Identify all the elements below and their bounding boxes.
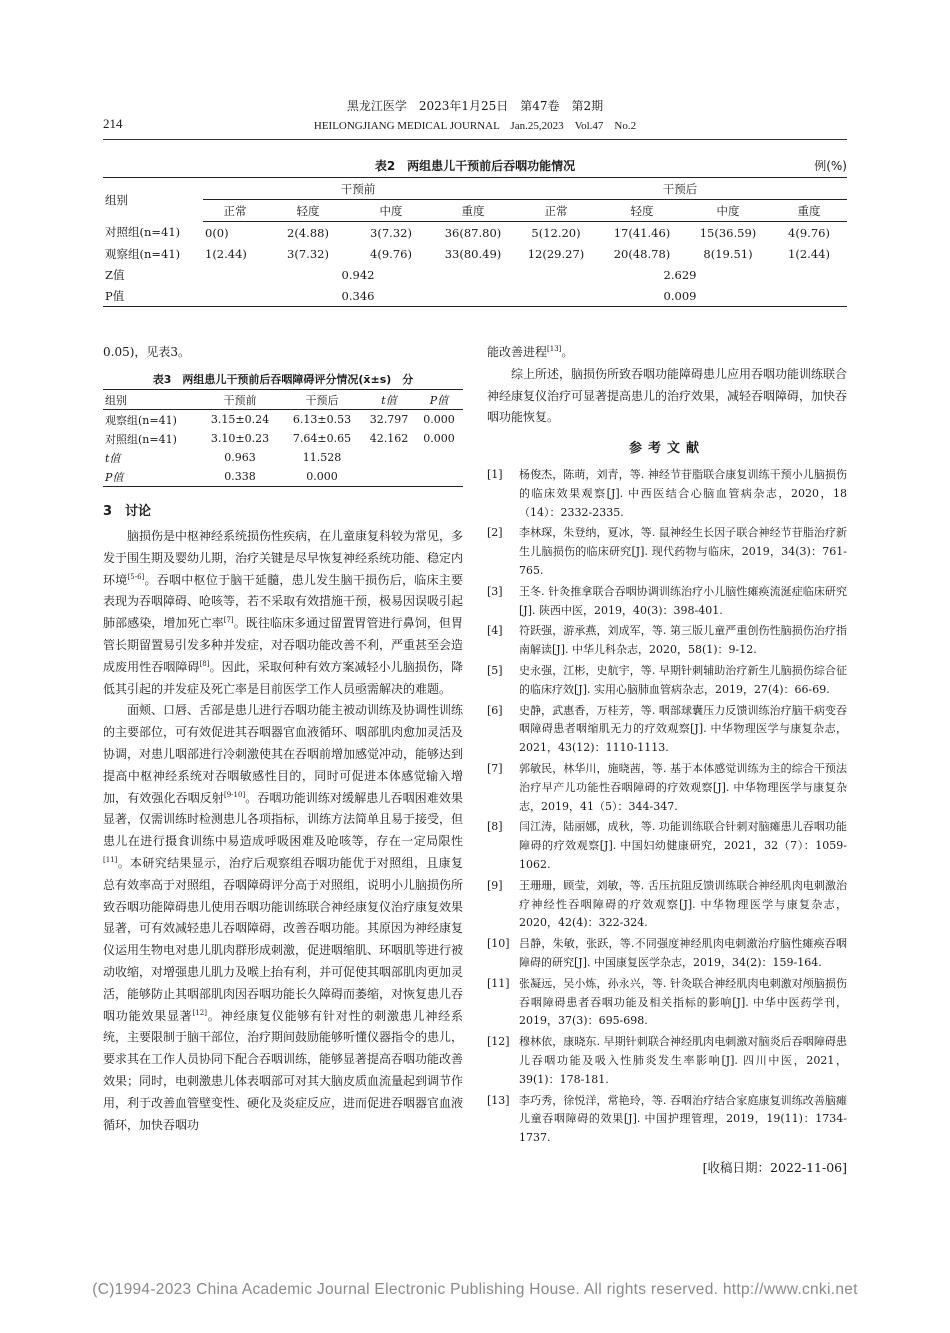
citation: [11]: [103, 855, 118, 864]
table3-cell: 3.10±0.23: [210, 432, 270, 445]
table3-cell: [363, 467, 415, 487]
table3-cell: 3.15±0.24: [210, 413, 270, 426]
table2-subheader: 中度: [349, 200, 433, 222]
table3-cell: 6.13±0.53: [292, 413, 352, 426]
table2-subheader: 中度: [685, 200, 771, 222]
discussion-body: [103, 526, 463, 1136]
table2-p-pre: 0.346: [203, 285, 513, 307]
table3-cell: 0.338: [224, 470, 256, 483]
table2-group-header: 组别: [103, 178, 203, 222]
table3-cell: [415, 467, 463, 487]
text-run: 。因此，采取何种有效方案减轻小儿脑损伤，降低其引起的并发症及死亡率是目前医学工作人员亟需解决的难题。: [103, 659, 463, 696]
table2-cell: 15(36.59): [699, 225, 757, 240]
table2-cell: 3(7.32): [287, 246, 329, 261]
reference-text: 杨俊杰，陈萌，刘青，等. 神经节苷脂联合康复训练干预小儿脑损伤的临床效果观察[J]. 中西医结合心脑血管病杂志，2020，18（14）：2332-2335.: [519, 468, 847, 519]
text-run: 脑损伤是中枢神经系统损伤性疾病，在儿童康复科较为常见，多发于围生期及婴幼儿期，治疗关键是尽早恢复神经系统功能、稳定内环境: [103, 529, 464, 587]
table2-cell: 33(80.49): [444, 246, 502, 261]
text-run: 。吞咽功能训练对缓解患儿吞咽困难效果显著，仅需训练时检测患儿各项指标，训练方法简单且易于接受，但患儿在进行摄食训练中易造成呼吸困难及呛咳等，存在一定局限性: [103, 790, 464, 849]
page-number: 214: [103, 116, 123, 131]
table3-cell: t值: [105, 451, 121, 465]
reference-number: [7]: [487, 761, 503, 775]
conclusion-paragraph: 综上所述，脑损伤所致吞咽功能障碍患儿应用吞咽功能训练联合神经康复仪治疗可显著提高患儿的治疗效果，减轻吞咽障碍，加快吞咽功能恢复。: [487, 366, 848, 425]
table2-cell: 17(41.46): [613, 225, 671, 240]
table3-cell: 0.000: [423, 432, 455, 445]
table3-cell: 11.528: [302, 451, 342, 464]
table-row: [103, 243, 847, 264]
table-row: [103, 264, 847, 285]
table2-cell: 2(4.88): [287, 225, 329, 240]
reference-text: 郭敏民，林华川，施晓茜，等. 基于本体感觉训练为主的综合干预法治疗早产儿功能性吞咽障碍的疗效观察[J]. 中华物理医学与康复杂志，2019，41（5）：344-347.: [519, 761, 847, 813]
table3: [103, 389, 463, 487]
reference-item: [487, 466, 847, 522]
table-row: [103, 448, 463, 467]
table2-z-post: 2.629: [663, 267, 697, 282]
table-row: [103, 285, 847, 307]
right-column-text: [487, 342, 847, 429]
table2-cell: 20(48.78): [613, 246, 671, 261]
table-row: [103, 410, 463, 430]
table2-cell: 1(2.44): [788, 246, 830, 261]
table2-title: 表2 两组患儿干预前后吞咽功能情况: [374, 159, 576, 173]
citation: [5-6]: [127, 572, 145, 581]
reference-text: 史永强，江彬，史航宇，等. 早期针刺辅助治疗新生儿脑损伤综合征的临床疗效[J]. 实用心脑肺血管病杂志，2019，27(4)：66-69.: [519, 663, 847, 696]
table3-header: t值: [381, 393, 397, 407]
citation: [12]: [192, 1008, 207, 1017]
citation: [9-10]: [224, 790, 246, 799]
table2-p-post: 0.009: [513, 285, 847, 307]
header-rule: [103, 139, 847, 140]
references-title: 参考文献: [628, 441, 705, 456]
reference-item: [487, 1092, 847, 1148]
reference-item: [487, 583, 847, 621]
reference-text: 吕静，朱敏，张跃，等.不同强度神经肌肉电刺激治疗脑性瘫痪吞咽障碍的研究[J]. 中国康复医学杂志，2019，34(2)：159-164.: [519, 937, 847, 969]
table2-pre-header: 干预前: [203, 178, 513, 200]
table3-header: 干预后: [305, 393, 339, 407]
text-run: 。吞咽中枢位于脑干延髓，患儿发生脑干损伤后，临床主要表现为吞咽障碍、呛咳等，若不采取有效措施干预，极易因误吸引起肺部感染，增加死亡率: [103, 572, 464, 631]
reference-item: [487, 818, 847, 874]
reference-item: [487, 702, 847, 758]
table2-group-cell: 对照组(n=41): [105, 225, 181, 240]
section-heading: 3 讨论: [103, 504, 152, 519]
reference-text: 王冬. 针灸推拿联合吞咽协调训练治疗小儿脑性瘫痪流涎症临床研究[J]. 陕西中医，2019，40(3)：398-401.: [519, 584, 847, 617]
reference-number: [2]: [487, 526, 503, 540]
received-date: [收稿日期：2022-11-06]: [702, 1160, 847, 1175]
table2-z-label: Z值: [105, 267, 125, 282]
reference-text: 闫江涛，陆丽娜，成秋，等. 功能训练联合针刺对脑瘫患儿吞咽功能障碍的疗效观察[J]. 中国妇幼健康研究，2021，32（7）：1059-1062.: [519, 820, 847, 871]
reference-text: 史静，武惠香，万桂芳，等. 咽部球囊压力反馈训练治疗脑干病变吞咽障碍患者咽缩肌无力的疗效观察[J]. 中华物理医学与康复杂志，2021，43(12)：1110-1113.: [519, 703, 847, 755]
reference-item: [487, 662, 847, 700]
text-run: 。既往临床多通过留置胃管进行鼻饲，但胃管长期留置易引发多种并发症，对吞咽功能改善不利，严重甚至会造成废用性吞咽障碍: [103, 616, 464, 674]
reference-number: [4]: [487, 624, 503, 638]
table3-cell: [363, 448, 415, 467]
table3-header: P值: [429, 393, 449, 407]
reference-number: [6]: [487, 703, 503, 717]
table2-unit: 例(%): [814, 159, 847, 173]
citation: [8]: [199, 659, 210, 668]
reference-number: [13]: [487, 1093, 510, 1107]
left-top-text: 0.05)，见表3。: [103, 345, 191, 359]
reference-text: 穆林依，康晓东. 早期针刺联合神经肌肉电刺激对脑炎后吞咽障碍患儿吞咽功能及吸入性肺炎发生率影响[J]. 四川中医，2021，39(1)：178-181.: [519, 1035, 847, 1086]
journal-header-en: HEILONGJIANG MEDICAL JOURNAL Jan.25,2023 Vol.47 No.2: [313, 120, 637, 132]
reference-item: [487, 524, 847, 580]
reference-number: [9]: [487, 878, 503, 892]
table3-cell: 0.963: [224, 451, 256, 464]
citation: [13]: [547, 345, 562, 353]
text-run: 。本研究结果显示，治疗后观察组吞咽功能优于对照组，且康复总有效率高于对照组，吞咽障碍评分高于对照组，说明小儿脑损伤所致吞咽功能障碍患儿使用吞咽功能训练联合神经康复仪治疗康复效果显著，可有效减轻患儿吞咽障碍，改善吞咽功能。其原因为神经康复仪运用生物电对患儿肌肉群形成刺激，促进咽缩肌、环咽肌等进行被动收缩，对增强患儿肌力及喉上抬有利，并可促使其咽部肌肉更加灵活，能够防止其咽部肌肉因吞咽功能长久障碍而萎缩，对恢复患儿吞咽功能效果显著: [103, 855, 464, 1023]
discussion-paragraph-1: [103, 526, 463, 700]
table2-cell: 36(87.80): [444, 225, 502, 240]
table3-cell: 7.64±0.65: [292, 432, 352, 445]
table2-cell: 4(9.76): [788, 225, 830, 240]
table2-cell: 12(29.27): [527, 246, 585, 261]
table2-subheader: 轻度: [599, 200, 685, 222]
table2-cell: 4(9.76): [370, 246, 412, 261]
reference-number: [5]: [487, 663, 503, 677]
table2-subheader: 重度: [433, 200, 513, 222]
table3-cell: 观察组(n=41): [105, 413, 177, 427]
text-run: 。神经康复仪能够有针对性的刺激患儿神经系统，主要限制于脑干部位，治疗期间鼓励能够听懂仪器指令的患儿，要求其在工作人员协同下配合吞咽训练，能够显著提高吞咽功能改善效果；同时，电刺激患儿体表咽部可对其大脑皮质血流量起到调节作用，利于改善血管壁变性、硬化及炎症反应，进而促进吞咽器官血液循环，加快吞咽功: [103, 1008, 464, 1132]
table3-cell: 42.162: [369, 432, 409, 445]
table2-subheader: 正常: [513, 200, 599, 222]
reference-number: [11]: [487, 976, 510, 990]
text-run: 。: [561, 345, 574, 359]
table3-header: 组别: [105, 393, 127, 407]
table2-cell: 5(12.20): [531, 225, 581, 240]
reference-text: 王珊珊，顾莹，刘敏，等. 舌压抗阻反馈训练联合神经肌肉电刺激治疗神经性吞咽障碍的疗效观察[J]. 中华物理医学与康复杂志，2020，42(4)：322-324.: [519, 878, 847, 930]
table2-post-header: 干预后: [513, 178, 847, 200]
table2-subheader: 重度: [771, 200, 847, 222]
table3-cell: 0.000: [306, 470, 338, 483]
discussion-paragraph-2: [103, 700, 463, 1136]
table2-cell: 3(7.32): [370, 225, 412, 240]
continued-paragraph: [487, 342, 847, 364]
table3-header: 干预前: [223, 393, 257, 407]
table-row: [103, 222, 847, 244]
reference-number: [3]: [487, 584, 503, 598]
text-run: 能改善进程: [487, 345, 548, 359]
table2-cell: 8(19.51): [703, 246, 753, 261]
reference-item: [487, 1033, 847, 1089]
reference-number: [1]: [487, 468, 503, 481]
reference-item: [487, 935, 847, 973]
table2-cell: 0(0): [205, 225, 229, 240]
table2: [103, 177, 847, 307]
table2-group-cell: 观察组(n=41): [105, 246, 181, 261]
reference-item: [487, 877, 847, 933]
reference-item: [487, 622, 847, 660]
reference-number: [10]: [487, 937, 510, 951]
reference-item: [487, 760, 847, 816]
table2-z-pre: 0.942: [341, 267, 375, 282]
journal-header-cn: 黑龙江医学 2023年1月25日 第47卷 第2期: [346, 99, 604, 113]
table-row: [103, 429, 463, 448]
table3-cell: [415, 448, 463, 467]
reference-text: 李林琛，朱登纳，夏冰，等. 鼠神经生长因子联合神经节苷脂治疗新生儿脑损伤的临床研究[J]. 现代药物与临床，2019，34(3)：761-765.: [519, 526, 847, 577]
reference-list: [487, 466, 847, 1150]
text-run: 面颊、口唇、舌部是患儿进行吞咽功能主被动训练及协调性训练的主要部位，可有效促进其吞咽器官血液循环、咽部肌肉愈加灵活及协调，对患儿咽部进行冷刺激使其在吞咽前增加感觉冲动，能够达到提高中枢神经系统对吞咽敏感性目的，同时可促进本体感觉输入增加，有效强化吞咽反射: [103, 703, 464, 805]
reference-text: 李巧秀，徐悦洋，常艳玲，等. 吞咽治疗结合家庭康复训练改善脑瘫儿童吞咽障碍的效果[J]. 中国护理管理，2019，19(11)：1734-1737.: [519, 1093, 847, 1145]
table-row: [103, 467, 463, 487]
table2-subheader: 轻度: [267, 200, 349, 222]
citation: [7]: [223, 616, 234, 625]
reference-text: 张凝远，吴小炼，孙永兴，等. 针灸联合神经肌肉电刺激对颅脑损伤吞咽障碍患者吞咽功能及相关指标的影响[J]. 中华中医药学刊，2019，37(3)：695-698.: [519, 976, 847, 1028]
table2-cell: 1(2.44): [205, 246, 247, 261]
table3-cell: 32.797: [369, 413, 409, 426]
table2-p-label: P值: [103, 285, 203, 307]
reference-number: [12]: [487, 1035, 510, 1049]
table3-title: 表3 两组患儿干预前后吞咽障碍评分情况(x̄±s) 分: [152, 373, 414, 386]
reference-number: [8]: [487, 820, 503, 834]
table2-subheader: 正常: [203, 200, 267, 222]
reference-text: 符跃强，游承燕，刘成军，等. 第三版儿童严重创伤性脑损伤治疗指南解读[J]. 中华儿科杂志，2020，58(1)：9-12.: [519, 624, 847, 657]
reference-item: [487, 975, 847, 1031]
table3-cell: 0.000: [423, 413, 455, 426]
copyright-footer: (C)1994-2023 China Academic Journal Electronic Publishing House. All rights reserved. http://www.cnki.net: [92, 1281, 858, 1298]
table3-cell: P值: [105, 470, 124, 484]
table3-cell: 对照组(n=41): [105, 432, 177, 446]
